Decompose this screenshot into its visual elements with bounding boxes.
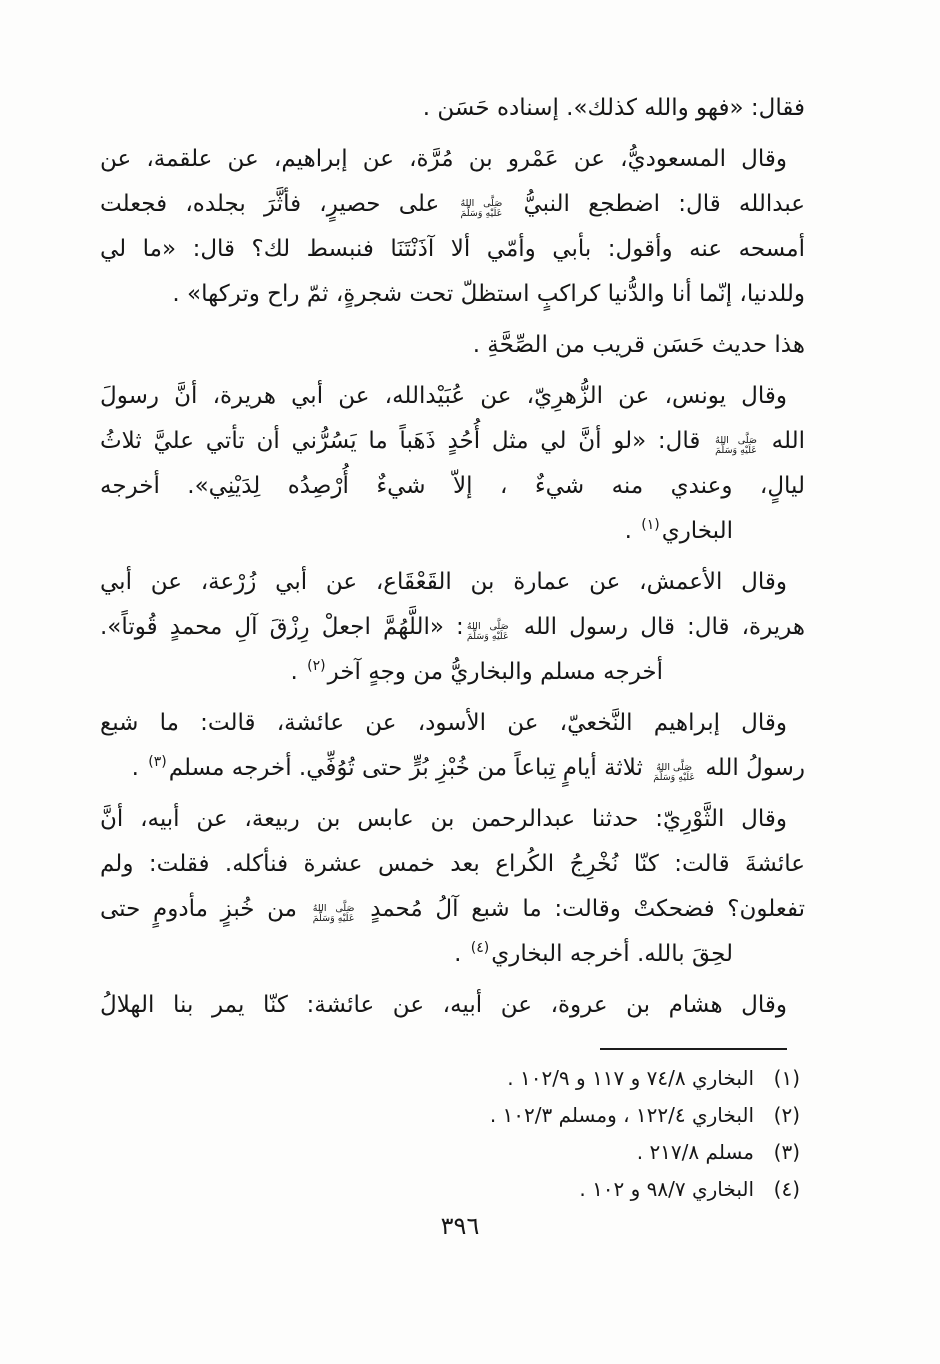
line-segment: : «اللَّهُمَّ اجعلْ رِزْقَ آلِ محمدٍ قُوتاً».	[100, 614, 464, 640]
line-segment: عبدالله قال: اضطجع النبيُّ	[505, 191, 805, 217]
text-line: ليالٍ، وعندي منه شيءٌ ، إلاّ شيءٌ أُرْصِدُه لِدَيْنِي». أخرجه	[100, 473, 805, 499]
line-segment: لحِقَ بالله. أخرجه البخاري	[491, 941, 733, 967]
text-line	[100, 419, 805, 464]
saw-line2: عَلَيْهِ وَسَلَّمَ	[715, 445, 757, 456]
line-segment: .	[290, 659, 306, 685]
text-line	[100, 509, 805, 554]
line-segment: قال: «لو أنَّ لي مثل أُحُدٍ ذَهَباً ما يَسُرُّني أن تأتي عليَّ ثلاثُ	[100, 428, 713, 454]
footnote-ref: (١)	[641, 517, 660, 533]
saw-symbol	[467, 622, 509, 643]
saw-line1: صَلَّى اللهُ	[466, 620, 509, 632]
text-line	[100, 182, 805, 227]
text-line: وقال هشام بن عروة، عن أبيه، عن عائشة: كنّا يمر بنا الهلالُ	[100, 992, 787, 1018]
footnote-marker: (٣)	[773, 1140, 800, 1164]
footnote-ref: (٣)	[148, 754, 167, 770]
line-segment: تفعلون؟ فضحكتْ وقالت: ما شبع آلُ مُحمدٍ	[357, 896, 805, 922]
footnote-separator	[600, 1048, 787, 1050]
saw-symbol	[653, 763, 695, 784]
line-segment: .	[131, 755, 147, 781]
saw-line1: صَلَّى اللهُ	[715, 434, 757, 446]
main-text-block	[100, 86, 805, 1028]
text-line	[100, 605, 805, 650]
saw-line2: عَلَيْهِ وَسَلَّمَ	[460, 208, 503, 219]
text-line	[100, 932, 805, 977]
footnote-text: البخاري ٩٨/٧ و ١٠٢ .	[579, 1177, 754, 1201]
saw-line2: عَلَيْهِ وَسَلَّمَ	[466, 631, 509, 642]
text-line: فقال: «فهو والله كذلك». إسناده حَسَن .	[422, 95, 805, 121]
saw-symbol	[460, 199, 502, 220]
footnote-marker: (٤)	[773, 1177, 800, 1201]
line-segment: على حصيرٍ، فأثَّرَ بجلده، فجعلت	[100, 191, 458, 217]
saw-line2: عَلَيْهِ وَسَلَّمَ	[312, 913, 355, 924]
line-segment: من خُبزٍ مأدومٍ حتى	[100, 896, 310, 922]
saw-line1: صَلَّى اللهُ	[312, 902, 355, 914]
saw-symbol	[715, 436, 757, 457]
text-line: عائشةَ قالت: كنّا نُخْرِجُ الكُراع بعد خمس عشرة فنأكله. فقلت: ولم	[100, 851, 805, 877]
text-line: وقال المسعوديُّ، عن عَمْرو بن مُرَّة، عن إبراهيم، عن علقمة، عن	[100, 146, 787, 172]
line-segment: البخاري	[661, 518, 733, 544]
line-segment: أخرجه مسلم والبخاريُّ من وجهٍ آخر	[327, 659, 663, 685]
text-line	[100, 746, 805, 791]
text-line: وللدنيا، إنّما أنا والدُّنيا كراكبٍ استظلّ تحت شجرةٍ، ثمّ راح وتركها» .	[172, 281, 805, 307]
line-segment: ثلاثة أيامٍ تِباعاً من خُبْزِ بُرٍّ حتى تُوُفِّي. أخرجه مسلم	[168, 755, 651, 781]
line-segment: .	[624, 518, 640, 544]
saw-line2: عَلَيْهِ وَسَلَّمَ	[653, 772, 696, 783]
line-segment: رسولُ الله	[698, 755, 805, 781]
footnote-text: البخاري ١٢٢/٤ ، ومسلم ١٠٢/٣ .	[489, 1103, 754, 1127]
line-segment: الله	[759, 428, 805, 454]
footnote-item	[220, 1097, 800, 1134]
footnote-item	[220, 1134, 800, 1171]
footnote-text: مسلم ٢١٧/٨ .	[636, 1140, 754, 1164]
text-line: وقال يونس، عن الزُّهرِيّ، عن عُبَيْدالله، عن أبي هريرة، أنَّ رسولَ	[100, 383, 787, 409]
text-line: أمسحه عنه وأقول: بأبي وأمّي ألا آذَنْتَنَا فنبسط لك؟ قال: «ما لي	[100, 236, 805, 262]
footnote-text: البخاري ٧٤/٨ و ١١٧ و ١٠٢/٩ .	[507, 1066, 754, 1090]
footnote-ref: (٢)	[307, 658, 326, 674]
text-line: هذا حديث حَسَن قريب من الصِّحَّةِ .	[472, 332, 805, 358]
footnote-marker: (١)	[773, 1066, 800, 1090]
text-line: وقال الأعمش، عن عمارة بن القَعْقَاع، عن أبي زُرْعة، عن أبي	[100, 569, 787, 595]
page-number: ٣٩٦	[440, 1212, 480, 1240]
footnotes-section	[220, 1060, 800, 1208]
saw-line1: صَلَّى اللهُ	[656, 761, 693, 773]
footnote-ref: (٤)	[470, 940, 490, 956]
text-line	[100, 650, 805, 695]
footnote-marker: (٢)	[773, 1103, 800, 1127]
text-line: وقال إبراهيم النَّخعيّ، عن الأسود، عن عائشة، قالت: ما شبع	[100, 710, 787, 736]
footnote-item	[220, 1060, 800, 1097]
text-line	[100, 887, 805, 932]
footnote-item	[220, 1171, 800, 1208]
line-segment: هريرة، قال: قال رسول الله	[511, 614, 805, 640]
text-line: وقال الثَّوْرِيّ: حدثنا عبدالرحمن بن عابس بن ربيعة، عن أبيه، أنَّ	[100, 806, 787, 832]
saw-line1: صَلَّى اللهُ	[460, 197, 503, 209]
line-segment: .	[454, 941, 469, 967]
saw-symbol	[313, 904, 355, 925]
